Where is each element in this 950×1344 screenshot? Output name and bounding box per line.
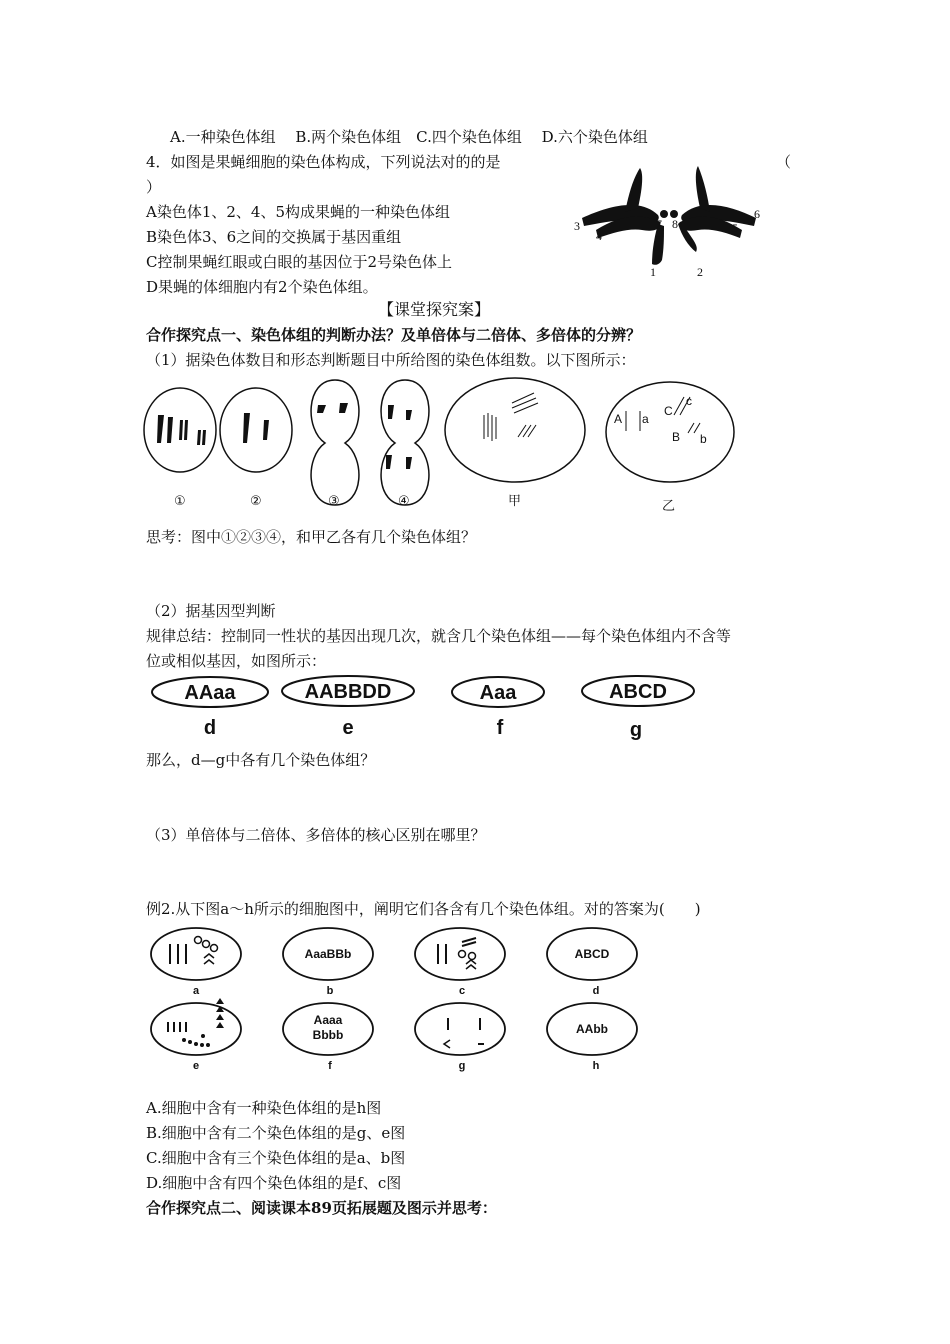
q4-option-d: D果蝇的体细胞内有2个染色体组。: [146, 278, 378, 296]
q4-paren-close: ）: [146, 178, 162, 196]
chrom-label-7: 7: [656, 217, 662, 231]
point1-title: 合作探究点一、染色体组的判断办法？及单倍体与二倍体、多倍体的分辨？: [146, 326, 642, 344]
genotype-g: ABCD: [609, 681, 667, 703]
q3-options: A.一种染色体组 B.两个染色体组 C.四个染色体组 D.六个染色体组: [170, 128, 648, 146]
point2-title: 合作探究点二、阅读课本89页拓展题及图示并思考：: [146, 1199, 497, 1217]
cell-label-yi: 乙: [662, 499, 676, 514]
cell-label-jia: 甲: [508, 494, 522, 509]
genotype-label-g: g: [629, 719, 643, 741]
section-title: 【课堂探究案】: [378, 300, 491, 319]
yi-gene-A: A: [614, 412, 623, 426]
part2-rule-line1: 规律总结：控制同一性状的基因出现几次，就含几个染色体组——每个染色体组内不含等: [146, 627, 732, 645]
chrom-label-1: 1: [650, 265, 656, 279]
example2-cell-figures: [150, 926, 650, 1076]
example2-label-f: f: [328, 1060, 332, 1072]
cell-label-4: ④: [398, 494, 410, 509]
part1-think: 思考：图中①②③④，和甲乙各有几个染色体组？: [146, 528, 477, 546]
part2-heading: （2）据基因型判断: [146, 602, 276, 620]
yi-gene-C: C: [664, 404, 673, 418]
example2-stem: 例2.从下图a～h所示的细胞图中，阐明它们各含有几个染色体组。对的答案为( ): [146, 900, 701, 918]
chrom-label-4: 4: [596, 229, 602, 243]
cell-label-3: ③: [328, 494, 340, 509]
chrom-label-8: 8: [672, 217, 678, 231]
genotype-f: Aaa: [479, 682, 517, 704]
genotype-label-e: e: [342, 717, 354, 739]
q4-option-c: C控制果蝇红眼或白眼的基因位于2号染色体上: [146, 253, 453, 271]
cell-f-genotype-1: Aaaa: [313, 1013, 343, 1027]
q4-option-a: A染色体1、2、4、5构成果蝇的一种染色体组: [146, 203, 451, 221]
yi-gene-c: c: [686, 394, 692, 408]
q4-option-b: B染色体3、6之间的交换属于基因重组: [146, 228, 402, 246]
example2-label-d: d: [592, 985, 600, 997]
genotype-label-f: f: [496, 717, 504, 739]
chrom-label-3: 3: [574, 219, 580, 233]
example2-label-c: c: [458, 985, 466, 997]
chrom-label-2: 2: [697, 265, 703, 279]
example2-label-e: e: [192, 1060, 200, 1072]
example2-label-g: g: [458, 1060, 466, 1072]
example2-option-b: B.细胞中含有二个染色体组的是g、e图: [146, 1124, 406, 1142]
q4-stem: 4．如图是果蝇细胞的染色体构成，下列说法对的的是: [146, 153, 501, 171]
cell-figures-part1: [140, 375, 740, 520]
yi-gene-b: b: [700, 432, 707, 446]
part2-question: 那么，d—g中各有几个染色体组？: [146, 751, 376, 769]
cell-label-1: ①: [174, 494, 186, 509]
example2-label-b: b: [326, 985, 334, 997]
example2-option-d: D.细胞中含有四个染色体组的是f、c图: [146, 1174, 402, 1192]
part1-heading: （1）据染色体数目和形态判断题目中所给图的染色体组数。以下图所示：: [146, 351, 636, 369]
example2-option-c: C.细胞中含有三个染色体组的是a、b图: [146, 1149, 406, 1167]
chrom-label-5: 5: [732, 221, 738, 235]
fruitfly-chromosome-figure: [570, 160, 770, 280]
q4-paren-open: （: [776, 153, 792, 171]
genotype-label-d: d: [203, 717, 217, 739]
cell-h-genotype: AAbb: [576, 1022, 608, 1036]
cell-f-genotype-2: Bbbb: [312, 1028, 344, 1042]
yi-gene-B: B: [672, 430, 681, 444]
part2-rule-line2: 位或相似基因，如图所示：: [146, 652, 327, 670]
example2-label-h: h: [592, 1060, 600, 1072]
genotype-figures: [150, 674, 710, 744]
genotype-e: AABBDD: [304, 681, 392, 703]
cell-b-genotype: AaaBBb: [304, 947, 352, 961]
part3-question: （3）单倍体与二倍体、多倍体的核心区别在哪里？: [146, 826, 486, 844]
yi-gene-a: a: [642, 412, 649, 426]
cell-d-genotype: ABCD: [574, 947, 610, 961]
example2-option-a: A.细胞中含有一种染色体组的是h图: [146, 1099, 382, 1117]
genotype-d: AAaa: [184, 682, 236, 704]
example2-label-a: a: [192, 985, 200, 997]
cell-label-2: ②: [250, 494, 262, 509]
chrom-label-6: 6: [754, 207, 760, 221]
